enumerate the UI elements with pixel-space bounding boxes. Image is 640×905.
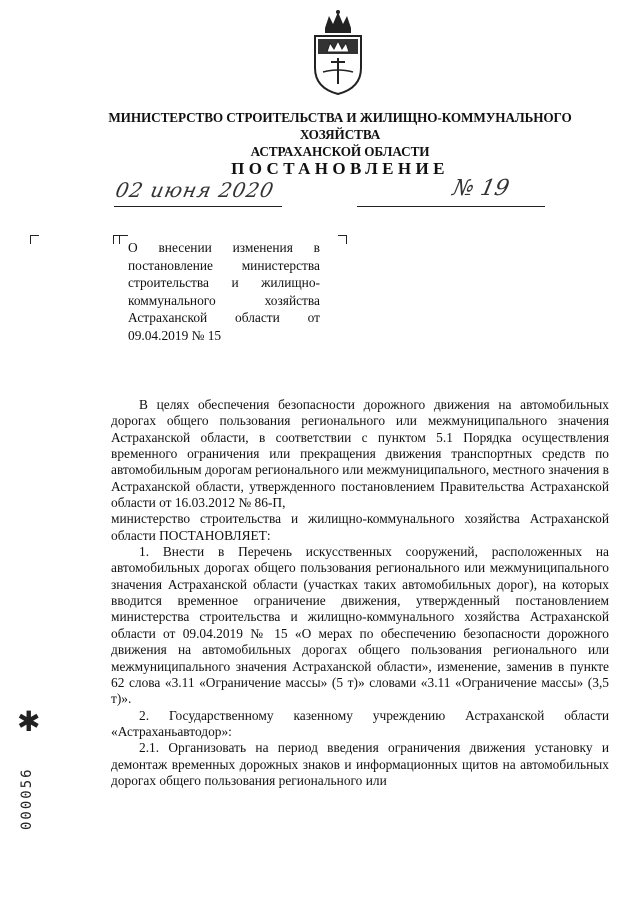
body-paragraph: 2. Государственному казенному учреждению Астраханской области «Астраханьавтодор»: <box>111 707 609 739</box>
number-field <box>357 176 545 207</box>
body-paragraph: министерство строительства и жилищно-коммунального хозяйства Астраханской области ПОСТАНОВЛЯЕТ: <box>111 511 609 543</box>
subject-corner-mark <box>338 235 347 244</box>
subject-corner-mark <box>119 235 128 244</box>
body-paragraph: 1. Внести в Перечень искусственных сооружений, расположенных на автомобильных дорогах общего пользования регионального или межмуниципального значения Астраханской области (участках таких автомобильных дорог), на которых вводится временное ограничение движения, утвержденный постановлением министерства строительства и жилищно-коммунального хозяйства Астраханской области от 09.04.2019 № 15 «О мерах по обеспечению безопасности дорожного движения на автомобильных дорогах общего пользования регионального или межмуниципального значения Астраханской области», изменение, заменив в пункте 62 слова «3.11 «Ограничение массы» (5 т)» словами «3.11 «Ограничение массы» (3,5 т)». <box>111 544 609 707</box>
coat-of-arms-emblem <box>303 10 373 96</box>
handwritten-number: № 19 <box>450 176 512 201</box>
margin-corner-mark <box>30 235 39 244</box>
handwritten-date: 02 июня 2020 <box>113 178 277 202</box>
asterisk-icon: ✱ <box>17 705 41 738</box>
document-type-title: ПОСТАНОВЛЕНИЕ <box>231 159 449 178</box>
date-field <box>114 176 282 207</box>
stamp-number: 000056 <box>19 767 35 830</box>
body-paragraph: В целях обеспечения безопасности дорожного движения на автомобильных дорогах общего пользования регионального или межмуниципального значения Астраханской области, в соответствии с пунктом 5.1 Порядка осуществления временного ограничения или прекращения движения транспортных средств по автомобильным дорогам регионального или межмуниципального, местного значения в Астраханской области, утвержденного постановлением Правительства Астраханской области от 16.03.2012 № 86-П, <box>111 397 609 511</box>
ministry-name <box>80 109 600 160</box>
document-subject: О внесении изменения в постановление министерства строительства и жилищно-коммунального хозяйства Астраханской области от 09.04.2019 № 15 <box>128 240 320 343</box>
margin-stamp <box>14 705 44 830</box>
ministry-name-line1: МИНИСТЕРСТВО СТРОИТЕЛЬСТВА И ЖИЛИЩНО-КОММУНАЛЬНОГО ХОЗЯЙСТВА <box>108 110 572 142</box>
body-paragraph: 2.1. Организовать на период введения ограничения движения установку и демонтаж временных дорожных знаков и информационных щитов на автомобильных дорогах общего пользования регионального или <box>111 740 609 788</box>
ministry-name-line2: АСТРАХАНСКОЙ ОБЛАСТИ <box>250 144 430 159</box>
document-body <box>111 397 609 789</box>
